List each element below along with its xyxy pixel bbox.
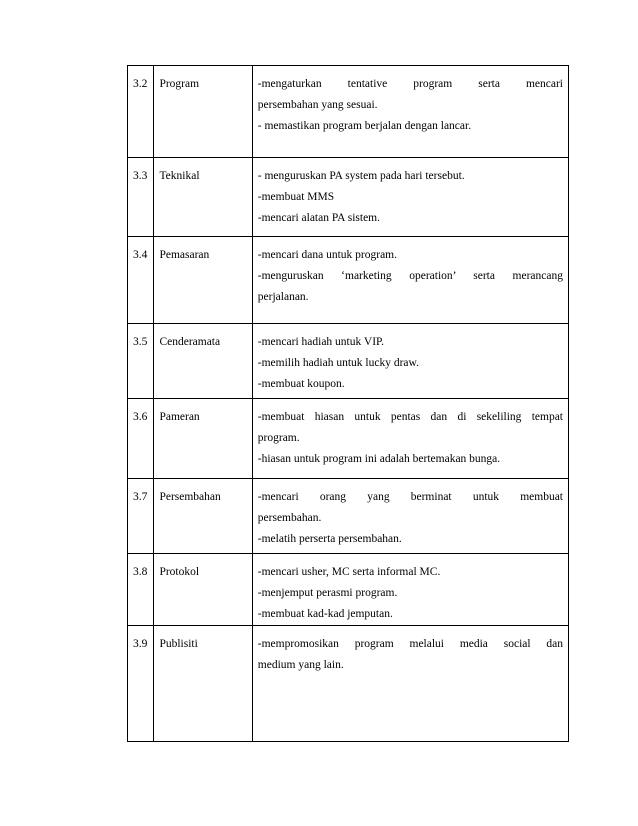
- row-number: 3.4: [128, 237, 154, 324]
- duty-line: - menguruskan PA system pada hari tersebut.: [257, 170, 465, 182]
- unit-duties: [252, 158, 568, 237]
- unit-duties: [252, 66, 568, 158]
- table-row: [128, 554, 569, 626]
- duty-line: -hiasan untuk program ini adalah bertemakan bunga.: [257, 453, 501, 465]
- row-number: 3.8: [128, 554, 154, 626]
- committee-table: [127, 65, 569, 742]
- unit-name: Program: [154, 66, 252, 158]
- unit-duties: [252, 399, 568, 479]
- duty-line: -mengaturkan tentative program serta mencari: [257, 78, 563, 90]
- table-row: [128, 237, 569, 324]
- unit-name: Teknikal: [154, 158, 252, 237]
- duty-line: -mencari orang yang berminat untuk membuat: [257, 491, 563, 503]
- duty-line: persembahan.: [257, 512, 322, 524]
- unit-duties: [252, 479, 568, 554]
- duty-line: program.: [257, 432, 300, 444]
- duty-line: -mencari usher, MC serta informal MC.: [257, 566, 441, 578]
- duty-line: -memilih hadiah untuk lucky draw.: [257, 357, 419, 369]
- duty-line: -membuat MMS: [257, 191, 335, 203]
- duty-line: -mencari hadiah untuk VIP.: [257, 336, 385, 348]
- unit-duties: [252, 626, 568, 742]
- table-row: [128, 626, 569, 742]
- duty-line: -membuat kad-kad jemputan.: [257, 608, 393, 620]
- duty-line: -membuat hiasan untuk pentas dan di sekeliling tempat: [257, 411, 563, 423]
- table-row: [128, 399, 569, 479]
- duty-line: -menjemput perasmi program.: [257, 587, 398, 599]
- unit-name: Cenderamata: [154, 324, 252, 399]
- duty-line: - memastikan program berjalan dengan lancar.: [257, 120, 472, 132]
- table-row: [128, 66, 569, 158]
- duty-line: -melatih perserta persembahan.: [257, 533, 402, 545]
- duty-line: -membuat koupon.: [257, 378, 345, 390]
- row-number: 3.9: [128, 626, 154, 742]
- row-number: 3.3: [128, 158, 154, 237]
- duty-line: -menguruskan ‘marketing operation’ serta merancang: [257, 270, 563, 282]
- unit-name: Pemasaran: [154, 237, 252, 324]
- row-number: 3.5: [128, 324, 154, 399]
- duty-line: perjalanan.: [257, 291, 309, 303]
- unit-name: Publisiti: [154, 626, 252, 742]
- unit-duties: [252, 237, 568, 324]
- table-row: [128, 479, 569, 554]
- unit-name: Pameran: [154, 399, 252, 479]
- table-row: [128, 324, 569, 399]
- unit-name: Persembahan: [154, 479, 252, 554]
- duty-line: -mencari alatan PA sistem.: [257, 212, 380, 224]
- row-number: 3.7: [128, 479, 154, 554]
- duty-line: medium yang lain.: [257, 659, 344, 671]
- duty-line: -mencari dana untuk program.: [257, 249, 398, 261]
- duty-line: -mempromosikan program melalui media social dan: [257, 638, 563, 650]
- unit-duties: [252, 324, 568, 399]
- row-number: 3.6: [128, 399, 154, 479]
- unit-name: Protokol: [154, 554, 252, 626]
- row-number: 3.2: [128, 66, 154, 158]
- unit-duties: [252, 554, 568, 626]
- duty-line: persembahan yang sesuai.: [257, 99, 378, 111]
- table-row: [128, 158, 569, 237]
